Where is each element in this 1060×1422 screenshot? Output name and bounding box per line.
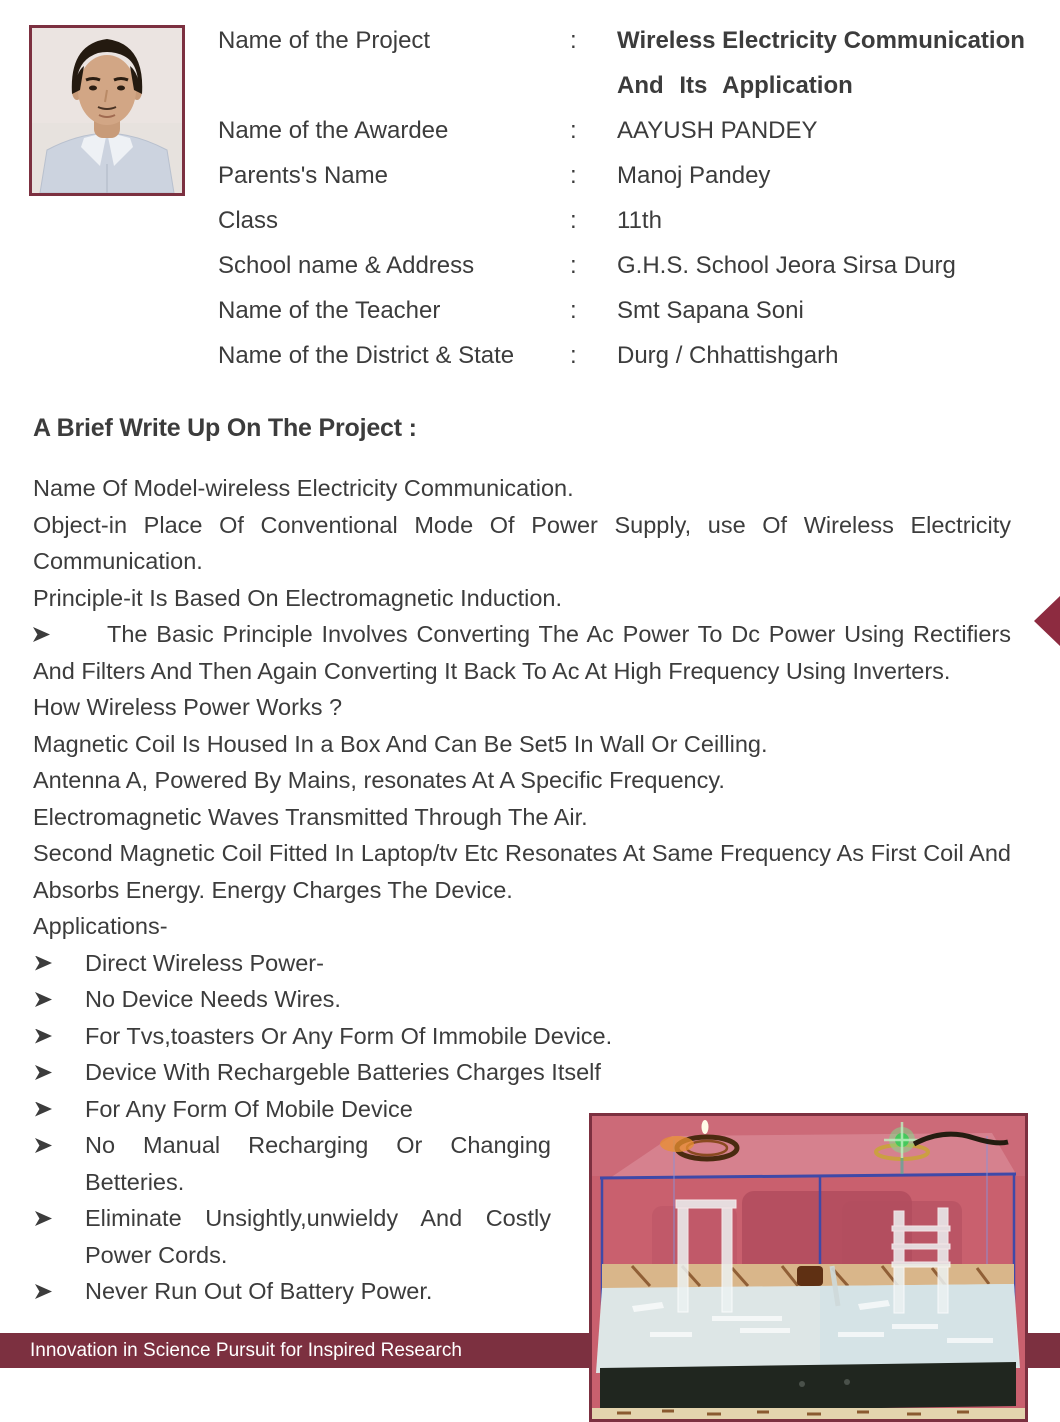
field-value: 11th — [617, 207, 662, 234]
field-colon: : — [570, 252, 577, 279]
field-row-parent — [218, 153, 1030, 198]
field-value: Manoj Pandey — [617, 162, 771, 189]
field-label: Parents's Name — [218, 162, 388, 189]
footer-slogan: Innovation in Science Pursuit for Inspired Research — [30, 1340, 462, 1361]
bullet-text: Direct Wireless Power- — [85, 949, 324, 976]
bullet-arrow-icon — [35, 956, 52, 971]
field-label: Name of the Project — [218, 27, 431, 54]
field-value: AAYUSH PANDEY — [617, 117, 818, 144]
bullet-item — [33, 616, 1011, 689]
field-value: Durg / Chhattishgarh — [617, 342, 839, 369]
writeup-line: Electromagnetic Waves Transmitted Through The Air. — [33, 803, 588, 830]
writeup-line: Magnetic Coil Is Housed In a Box And Can Be Set5 In Wall Or Ceilling. — [33, 730, 768, 757]
field-colon: : — [570, 117, 577, 144]
field-label: Name of the Awardee — [218, 117, 449, 144]
bullet-text: Device With Rechargeble Batteries Charges Itself — [85, 1059, 601, 1085]
field-colon: : — [570, 162, 577, 189]
writeup-line: Applications- — [33, 913, 168, 939]
project-title-line2: And Its Application — [617, 72, 853, 99]
field-label: Name of the District & State — [218, 342, 515, 369]
bullet-item — [33, 981, 1011, 1018]
awardee-photo-graphic — [32, 28, 182, 193]
field-label: Class — [218, 207, 279, 234]
field-value: G.H.S. School Jeora Sirsa Durg — [617, 252, 956, 279]
field-row-awardee — [218, 108, 1030, 153]
bullet-item — [33, 1018, 1011, 1055]
bullet-text: Never Run Out Of Battery Power. — [85, 1278, 433, 1304]
field-row-school — [218, 243, 1030, 288]
bullet-arrow-icon — [35, 1102, 52, 1117]
bullet-item — [33, 1054, 1011, 1091]
field-row-class — [218, 198, 1030, 243]
field-label: School name & Address — [218, 252, 475, 279]
bullet-arrow-icon — [33, 627, 50, 642]
bullet-arrow-icon — [35, 992, 52, 1007]
field-value — [617, 18, 1030, 108]
bullet-arrow-icon — [35, 1138, 52, 1153]
project-title-line1: Wireless Electricity Communication — [617, 27, 1025, 54]
writeup-line: Name Of Model-wireless Electricity Communication. — [33, 475, 574, 501]
field-value: Smt Sapana Soni — [617, 297, 804, 324]
bullet-text: No Manual Recharging Or Changing Betteries. — [85, 1132, 551, 1195]
field-row-district — [218, 333, 1030, 378]
bullet-text: The Basic Principle Involves Converting The Ac Power To Dc Power Using Rectifiers And Filters And Then Again Converting It Back To Ac At High Frequency Using Inverters. — [33, 621, 1011, 684]
bullet-text: No Device Needs Wires. — [85, 986, 341, 1012]
field-row-teacher — [218, 288, 1030, 333]
writeup-line: Object-in Place Of Conventional Mode Of Power Supply, use Of Wireless Electricity Communication. — [33, 511, 1011, 574]
bullet-text: For Any Form Of Mobile Device — [85, 1095, 413, 1122]
writeup-line: Second Magnetic Coil Fitted In Laptop/tv Etc Resonates At Same Frequency As First Coil And Absorbs Energy. Energy Charges The Device. — [33, 840, 1011, 903]
bullet-arrow-icon — [35, 1065, 52, 1080]
writeup-line: Antenna A, Powered By Mains, resonates At A Specific Frequency. — [33, 767, 725, 793]
field-colon: : — [570, 207, 577, 234]
field-colon: : — [570, 342, 577, 369]
writeup-line: How Wireless Power Works ? — [33, 694, 343, 720]
bullet-text: Eliminate Unsightly,unwieldy And Costly Power Cords. — [85, 1205, 551, 1268]
project-model-photo — [589, 1113, 1028, 1422]
awardee-photo — [29, 25, 185, 196]
field-row-project — [218, 18, 1030, 108]
page-edge-arrow-icon — [1034, 596, 1060, 646]
project-model-graphic — [592, 1116, 1025, 1419]
bullet-arrow-icon — [35, 1211, 52, 1226]
field-colon: : — [570, 27, 577, 54]
writeup-heading: A Brief Write Up On The Project : — [33, 414, 417, 442]
bullet-arrow-icon — [35, 1029, 52, 1044]
writeup-line: Principle-it Is Based On Electromagnetic Induction. — [33, 584, 563, 611]
profile-fields — [218, 18, 1030, 378]
bullet-text: For Tvs,toasters Or Any Form Of Immobile Device. — [85, 1022, 613, 1049]
field-colon: : — [570, 297, 577, 324]
bullet-arrow-icon — [35, 1284, 52, 1299]
bullet-item — [33, 945, 1011, 982]
field-label: Name of the Teacher — [218, 297, 441, 324]
